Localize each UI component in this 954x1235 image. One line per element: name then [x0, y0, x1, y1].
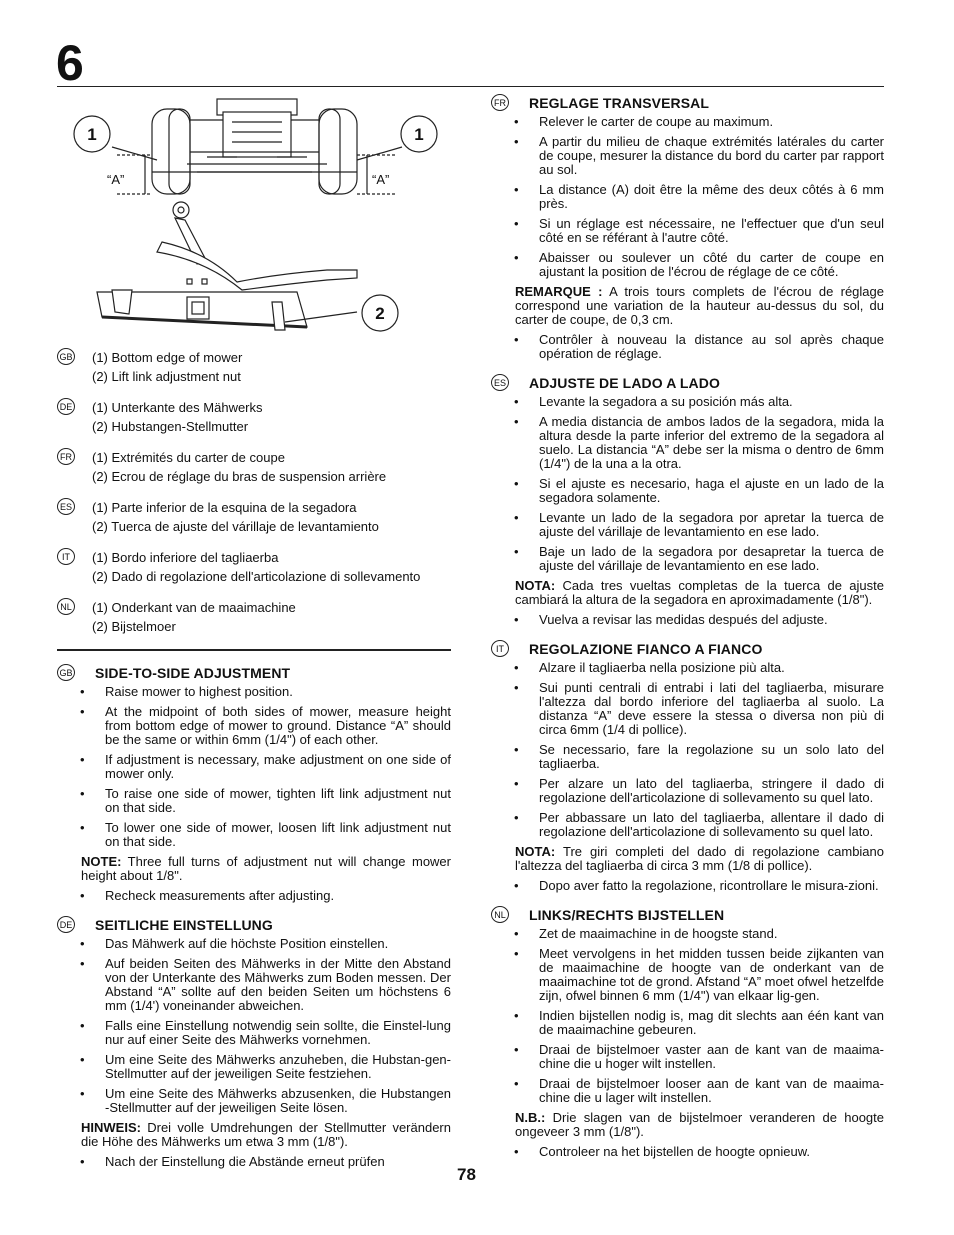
list-item: • Levante la segadora a su posición más alta.: [491, 395, 884, 409]
lang-badge-de: DE: [57, 916, 75, 933]
list-item: • Um eine Seite des Mähwerks abzusenken, die Hubstangen -Stellmutter auf der jeweiligen Seite lösen.: [57, 1087, 451, 1115]
list-item: • Relever le carter de coupe au maximum.: [491, 115, 884, 129]
section-it: [491, 641, 884, 893]
lang-badge-es: ES: [57, 498, 75, 515]
legend-line: (2) Dado di regolazione dell'articolazione di sollevamento: [92, 569, 421, 584]
section-title: REGLAGE TRANSVERSAL: [529, 95, 710, 111]
chapter-number: 6: [56, 35, 84, 91]
page-number: 78: [457, 1165, 476, 1184]
list-item: • Falls eine Einstellung notwendig sein sollte, die Einstel-lung nur auf einer Seite des Mähwerks vornehmen.: [57, 1019, 451, 1047]
left-column: [57, 345, 451, 1183]
list-item: • Meet vervolgens in het midden tussen beide zijkanten van de maaimachine de hoogte van de onderkant van de maaimachine tot de grond. Afstand “A” moet ofwel hetzelfde zijn, ofwel binnen 6 mm (1/4") van elkaar lig-gen.: [491, 947, 884, 1003]
lang-badge-es: ES: [491, 374, 509, 391]
list-item: • A partir du milieu de chaque extrémités latérales du carter de coupe, mesurer la distance du bord du carter par rapport au sol.: [491, 135, 884, 177]
mower-deck-illustration: [57, 92, 457, 342]
list-item: • Se necessario, fare la regolazione su un solo lato del tagliaerba.: [491, 743, 884, 771]
lang-badge-nl: NL: [491, 906, 509, 923]
list-item: • Alzare il tagliaerba nella posizione più alta.: [491, 661, 884, 675]
list-item: • Abaisser ou soulever un côté du carter de coupe en ajustant la position de l'écrou de réglage de ce côté.: [491, 251, 884, 279]
legend-line: (1) Extrémités du carter de coupe: [92, 450, 285, 465]
section-divider: [57, 649, 451, 651]
section-title: SEITLICHE EINSTELLUNG: [95, 917, 273, 933]
callout-1-left: 1: [87, 125, 97, 144]
lang-badge-it: IT: [491, 640, 509, 657]
note-text: Tre giri completi del dado di regolazione cambiano l'altezza del tagliaerba di circa 3 mm (1/8 di pollice).: [515, 844, 884, 873]
list-item: • Um eine Seite des Mähwerks anzuheben, die Hubstan-gen-Stellmutter auf der jeweiligen Seite festziehen.: [57, 1053, 451, 1081]
list-item: • Draai de bijstelmoer vaster aan de kant van de maaima-chine die u hoger wilt instellen.: [491, 1043, 884, 1071]
list-item: • To raise one side of mower, tighten lift link adjustment nut on that side.: [57, 787, 451, 815]
legend-line: (1) Bordo inferiore del tagliaerba: [92, 550, 279, 565]
legend-it: [57, 545, 451, 595]
note-text: Cada tres vueltas completas de la tuerca de ajuste cambiará la altura de la segadora en aproximadamente (1/8").: [515, 578, 884, 607]
legend-gb: [57, 345, 451, 395]
list-item: • Raise mower to highest position.: [57, 685, 451, 699]
section-note: [57, 855, 451, 883]
section-es: [491, 375, 884, 627]
note-label: REMARQUE :: [515, 284, 603, 299]
section-title: REGOLAZIONE FIANCO A FIANCO: [529, 641, 763, 657]
callout-2: 2: [375, 304, 385, 323]
label-a-left: “A”: [107, 172, 125, 187]
legend-line: (2) Lift link adjustment nut: [92, 369, 241, 384]
right-column: [491, 95, 884, 1173]
legend-line: (2) Hubstangen-Stellmutter: [92, 419, 249, 434]
legend-line: (1) Parte inferior de la esquina de la segadora: [92, 500, 357, 515]
legend-fr: [57, 445, 451, 495]
section-note: [491, 285, 884, 327]
list-item: • Draai de bijstelmoer looser aan de kant van de maaima-chine die u lager wilt instellen.: [491, 1077, 884, 1105]
lang-badge-fr: FR: [57, 448, 75, 465]
top-rule: [57, 86, 884, 87]
lang-badge-de: DE: [57, 398, 75, 415]
legend-de: [57, 395, 451, 445]
section-nl: [491, 907, 884, 1159]
section-title: SIDE-TO-SIDE ADJUSTMENT: [95, 665, 291, 681]
list-item: • Si el ajuste es necesario, haga el ajuste en un lado de la segadora solamente.: [491, 477, 884, 505]
list-item: • Levante un lado de la segadora por apretar la tuerca de ajuste del várillaje de levantamiento en ese lado.: [491, 511, 884, 539]
note-text: Drei volle Umdrehungen der Stellmutter verändern die Höhe des Mähwerks um etwa 3 mm (1/8").: [81, 1120, 451, 1149]
note-label: NOTE:: [81, 854, 122, 869]
list-item: • Controleer na het bijstellen de hoogte opnieuw.: [491, 1145, 884, 1159]
section-note: [491, 1111, 884, 1139]
section-note: [57, 1121, 451, 1149]
note-text: Drie slagen van de bijstelmoer veranderen de hoogte ongeveer 3 mm (1/8").: [515, 1110, 884, 1139]
list-item: • A media distancia de ambos lados de la segadora, mida la altura desde la parte inferior del extremo de la segadora al suelo. La distancia “A” debe ser la misma o dentro de 6mm (1/4") de la una a la otra.: [491, 415, 884, 471]
section-note: [491, 579, 884, 607]
lang-badge-fr: FR: [491, 94, 509, 111]
legend-line: (2) Bijstelmoer: [92, 619, 176, 634]
lang-badge-gb: GB: [57, 664, 75, 681]
section-de: [57, 917, 451, 1169]
section-note: [491, 845, 884, 873]
section-fr: [491, 95, 884, 361]
note-text: Three full turns of adjustment nut will change mower height about 1/8".: [81, 854, 451, 883]
list-item: • Nach der Einstellung die Abstände erneut prüfen: [57, 1155, 451, 1169]
legend-line: (1) Unterkante des Mähwerks: [92, 400, 263, 415]
list-item: • Sui punti centrali di entrabi i lati del tagliaerba, misurare l'altezza dal bordo inferiore del tagliaerba al suolo. La distanza “A” deve essere la stessa o diversa non più di circa 6mm (1/4 di pollice).: [491, 681, 884, 737]
callout-1-right: 1: [414, 125, 424, 144]
list-item: • At the midpoint of both sides of mower, measure height from bottom edge of mower to ground. Distance “A” should be the same or within 6mm (1/4") of each other.: [57, 705, 451, 747]
list-item: • Auf beiden Seiten des Mähwerks in der Mitte den Abstand von der Unterkante des Mähwerks zum Boden messen. Der Abstand “A” sollte auf den beiden Seiten um höchstens 6 mm (1/4') voneinander abweichen.: [57, 957, 451, 1013]
list-item: • Das Mähwerk auf die höchste Position einstellen.: [57, 937, 451, 951]
list-item: • To lower one side of mower, loosen lift link adjustment nut on that side.: [57, 821, 451, 849]
list-item: • Recheck measurements after adjusting.: [57, 889, 451, 903]
lang-badge-it: IT: [57, 548, 75, 565]
note-text: A trois tours complets de l'écrou de réglage correspond une variation de la hauteur au-dessus du sol, du carter de coupe, de 0,3 cm.: [515, 284, 884, 327]
label-a-right: “A”: [372, 172, 390, 187]
section-gb: [57, 665, 451, 903]
list-item: • Indien bijstellen nodig is, mag dit slechts aan één kant van de maaimachine gebeuren.: [491, 1009, 884, 1037]
list-item: • Per abbassare un lato del tagliaerba, allentare il dado di regolazione dell'articolazione di sollevamento su quel lato.: [491, 811, 884, 839]
list-item: • Zet de maaimachine in de hoogste stand.: [491, 927, 884, 941]
list-item: • Contrôler à nouveau la distance au sol après chaque opération de réglage.: [491, 333, 884, 361]
list-item: • Per alzare un lato del tagliaerba, stringere il dado di regolazione dell'articolazione di sollevamento su quel lato.: [491, 777, 884, 805]
list-item: • Si un réglage est nécessaire, ne l'effectuer que d'un seul côté en se référant à l'autre côté.: [491, 217, 884, 245]
list-item: • Baje un lado de la segadora por desapretar la tuerca de ajuste del várillaje de levantamiento en ese lado.: [491, 545, 884, 573]
legend-line: (2) Ecrou de réglage du bras de suspension arrière: [92, 469, 387, 484]
note-label: HINWEIS:: [81, 1120, 141, 1135]
legend-line: (1) Bottom edge of mower: [92, 350, 243, 365]
list-item: • Vuelva a revisar las medidas después del adjuste.: [491, 613, 884, 627]
section-title: LINKS/RECHTS BIJSTELLEN: [529, 907, 725, 923]
note-label: NOTA:: [515, 844, 556, 859]
note-label: NOTA:: [515, 578, 556, 593]
list-item: • La distance (A) doit être la même des deux côtés à 6 mm près.: [491, 183, 884, 211]
lang-badge-gb: GB: [57, 348, 75, 365]
list-item: • If adjustment is necessary, make adjustment on one side of mower only.: [57, 753, 451, 781]
legend-line: (2) Tuerca de ajuste del várillaje de levantamiento: [92, 519, 379, 534]
legend-nl: [57, 595, 451, 645]
lang-badge-nl: NL: [57, 598, 75, 615]
section-title: ADJUSTE DE LADO A LADO: [529, 375, 720, 391]
list-item: • Dopo aver fatto la regolazione, ricontrollare le misura-zioni.: [491, 879, 884, 893]
legend-line: (1) Onderkant van de maaimachine: [92, 600, 296, 615]
note-label: N.B.:: [515, 1110, 546, 1125]
legend-es: [57, 495, 451, 545]
